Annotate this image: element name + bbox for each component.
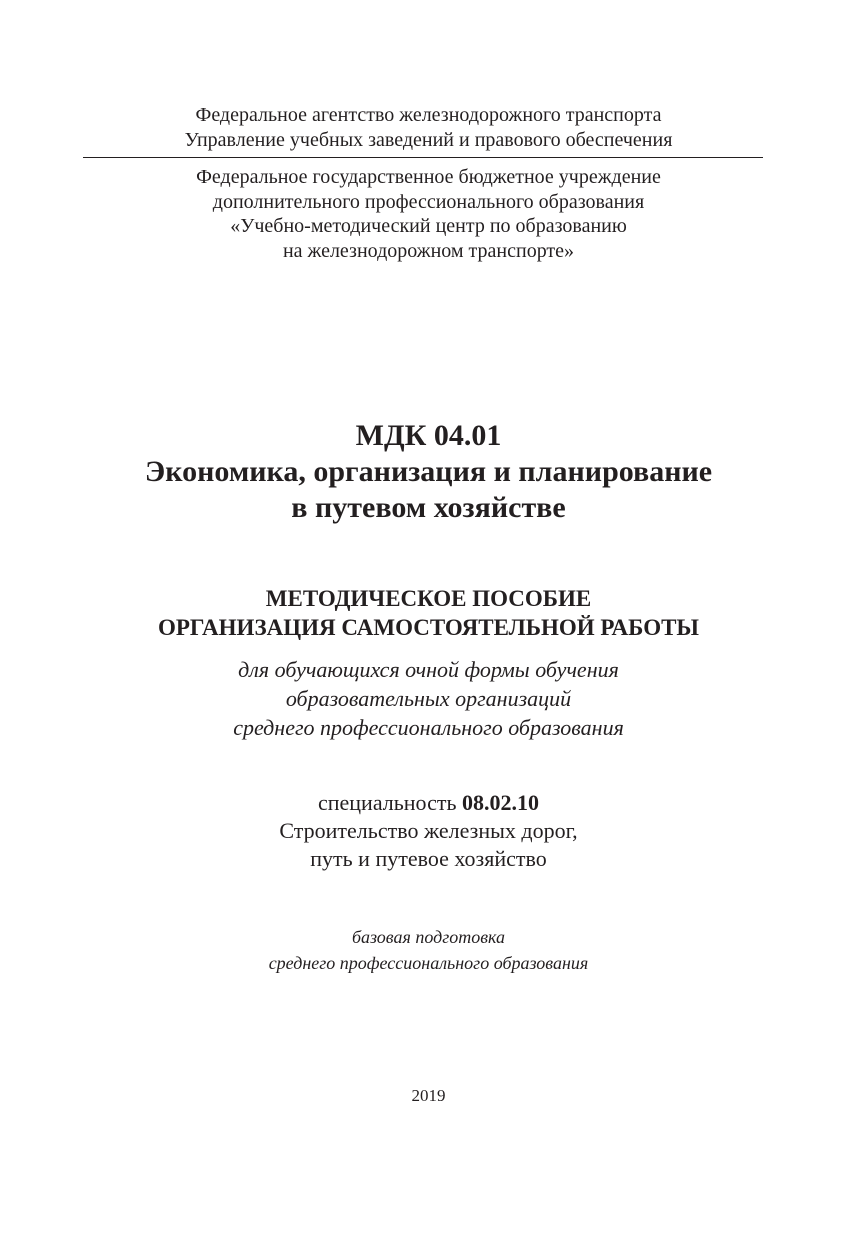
audience-line: для обучающихся очной формы обучения bbox=[238, 657, 619, 682]
header-divider bbox=[83, 157, 763, 158]
institution-line: «Учебно-методический центр по образованию bbox=[230, 215, 627, 237]
training-level bbox=[0, 924, 857, 976]
specialty-code: 08.02.10 bbox=[462, 790, 540, 815]
agency-name: Федеральное агентство железнодорожного транспорта bbox=[195, 104, 662, 126]
training-level-line: среднего профессионального образования bbox=[268, 953, 589, 973]
manual-audience bbox=[0, 655, 857, 742]
specialty-name-line: путь и путевое хозяйство bbox=[310, 846, 547, 871]
course-code: МДК 04.01 bbox=[355, 419, 502, 452]
course-title-line: в путевом хозяйстве bbox=[291, 491, 566, 524]
agency-header bbox=[0, 103, 857, 153]
manual-type-line: МЕТОДИЧЕСКОЕ ПОСОБИЕ bbox=[265, 586, 592, 611]
manual-type-line: ОРГАНИЗАЦИЯ САМОСТОЯТЕЛЬНОЙ РАБОТЫ bbox=[157, 615, 700, 640]
course-heading bbox=[0, 418, 857, 526]
institution-block bbox=[0, 165, 857, 263]
publication-year: 2019 bbox=[411, 1086, 446, 1105]
institution-line: дополнительного профессионального образования bbox=[212, 190, 645, 213]
specialty-name-line: Строительство железных дорог, bbox=[279, 818, 578, 843]
specialty-code-line bbox=[0, 789, 857, 817]
audience-line: среднего профессионального образования bbox=[233, 715, 624, 740]
audience-line: образовательных организаций bbox=[285, 686, 572, 711]
institution-line: Федеральное государственное бюджетное учреждение bbox=[196, 166, 661, 188]
agency-department: Управление учебных заведений и правового обеспечения bbox=[184, 129, 673, 151]
training-level-line: базовая подготовка bbox=[351, 927, 506, 947]
course-title-line: Экономика, организация и планирование bbox=[144, 455, 713, 488]
institution-line: на железнодорожном транспорте» bbox=[282, 239, 575, 262]
manual-type bbox=[0, 584, 857, 642]
specialty-prefix: специальность bbox=[317, 790, 463, 815]
specialty-block bbox=[0, 789, 857, 873]
